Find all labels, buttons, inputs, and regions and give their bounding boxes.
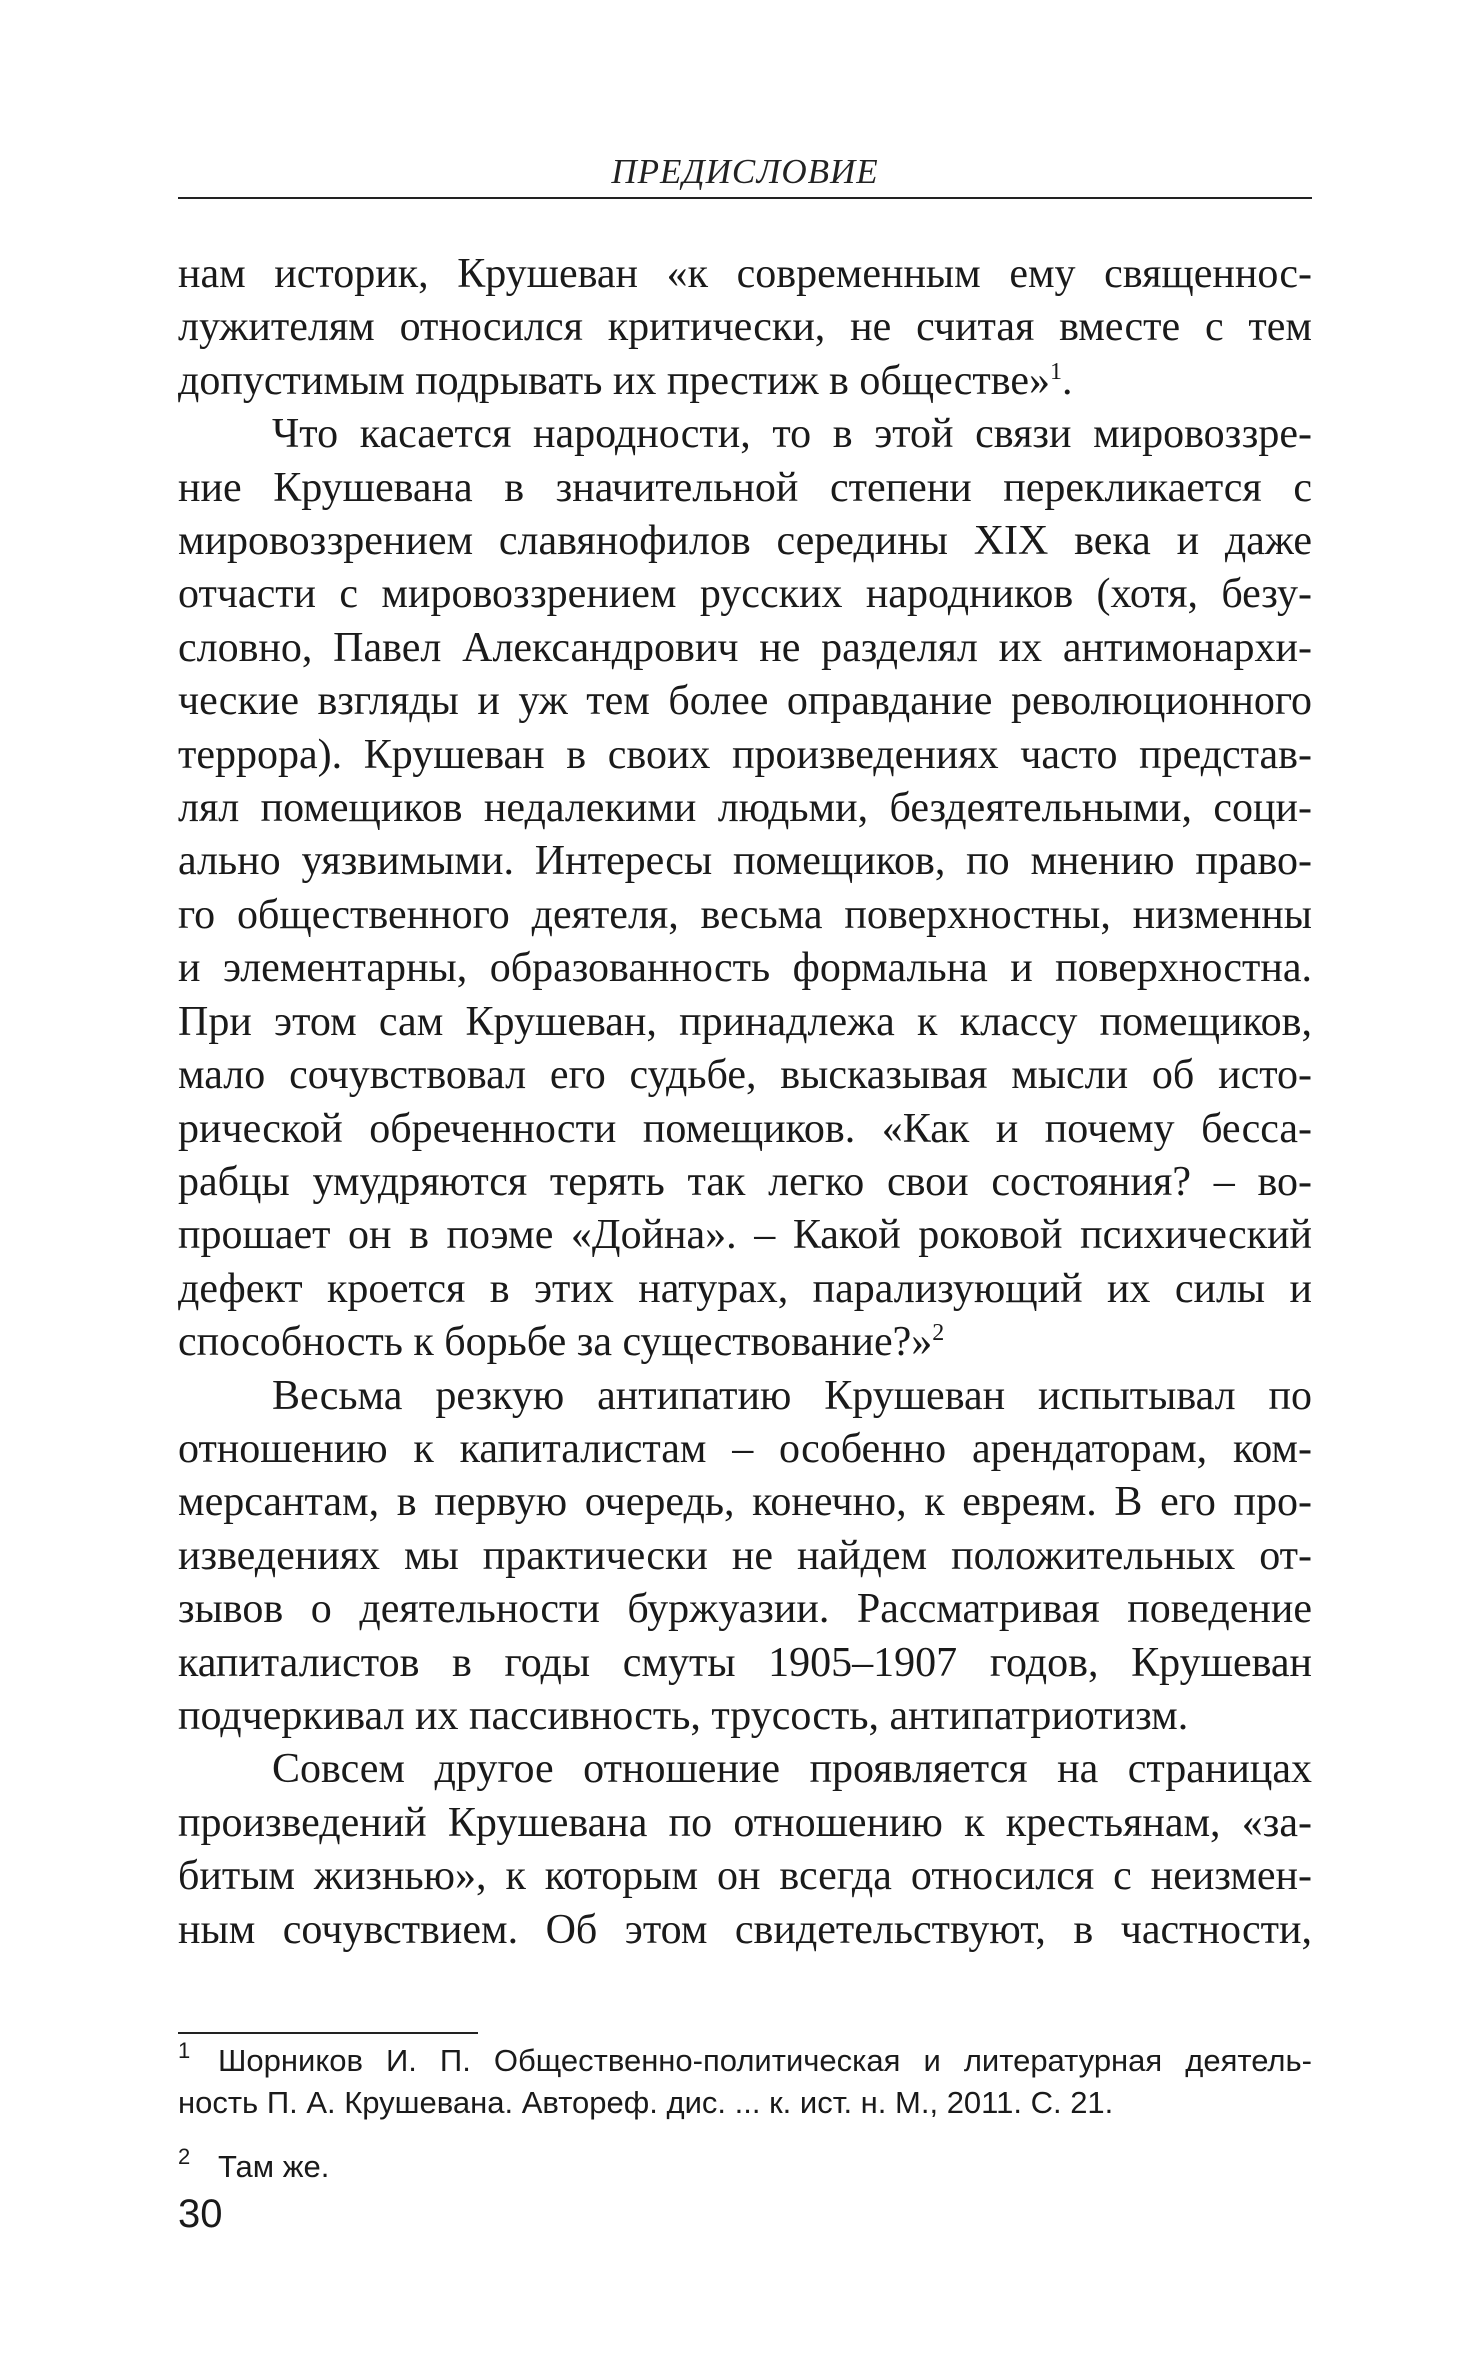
running-header: ПРЕДИСЛОВИЕ [611,152,879,191]
text-line: капиталистов в годы смуты 1905–1907 годов, Крушеван [178,1639,1312,1686]
text-line: лял помещиков недалекими людьми, бездеятельными, соци- [178,785,1312,832]
text-line: ние Крушевана в значительной степени перекликается с [178,464,1312,511]
text-line: мало сочувствовал его судьбе, высказывая мысли об исто- [178,1052,1312,1099]
text-line: террора). Крушеван в своих произведениях часто представ- [178,731,1312,778]
text-line: нам историк, Крушеван «к современным ему священнос- [178,251,1312,297]
page-number: 30 [178,2192,223,2236]
text-line: дефект кроется в этих натурах, парализующий их силы и [178,1265,1312,1312]
text-line: го общественного деятеля, весьма поверхностны, низменны [178,891,1312,938]
text-line: ально уязвимыми. Интересы помещиков, по мнению право- [178,838,1312,885]
text-line: лужителям относился критически, не считая вместе с тем [178,304,1312,351]
footnote-ref-1: 1 [1049,358,1062,385]
footnote-text: ность П. А. Крушевана. Автореф. дис. ... к. ист. н. М., 2011. С. 21. [178,2085,1114,2120]
text-line: Совсем другое отношение проявляется на страницах [272,1746,1312,1793]
main-text [178,248,1312,1957]
paragraph-3 [178,1370,1312,1744]
footnotes [178,2040,1312,2188]
footnote-number: 1 [178,2038,191,2063]
footnote-number: 2 [178,2144,191,2169]
text-line: словно, Павел Александрович не разделял их антимонархи- [178,624,1312,671]
footnote-text: Там же. [218,2149,330,2184]
paragraph-1 [178,248,1312,408]
text-line: мировоззрением славянофилов середины XIX века и даже [178,518,1312,565]
text-line: подчеркивал их пассивность, трусость, антипатриотизм. [178,1692,1189,1739]
text-line: произведений Крушевана по отношению к крестьянам, «за- [178,1799,1312,1846]
text-line: отчасти с мировоззрением русских народников (хотя, безу- [178,571,1312,618]
header-rule [178,197,1312,199]
footnote-rule [178,2032,478,2034]
text-line: зывов о деятельности буржуазии. Рассматривая поведение [178,1586,1312,1633]
paragraph-4 [178,1743,1312,1957]
text-line: ческие взгляды и уж тем более оправдание революционного [178,678,1312,725]
footnote-ref-2: 2 [932,1320,945,1347]
footnote-text: Шорников И. П. Общественно-политическая и литературная деятель- [218,2043,1312,2078]
text-line: Весьма резкую антипатию Крушеван испытывал по [272,1372,1312,1419]
footnote-1 [178,2040,1312,2124]
text-line: и элементарны, образованность формальна и поверхностна. [178,945,1312,992]
text-line: При этом сам Крушеван, принадлежа к классу помещиков, [178,998,1312,1045]
text-line: ным сочувствием. Об этом свидетельствуют, в частности, [178,1906,1312,1953]
text-line: прошает он в поэме «Дойна». – Какой роковой психический [178,1212,1312,1259]
footnote-2 [178,2146,1312,2188]
text-line: битым жизнью», к которым он всегда относился с неизмен- [178,1853,1312,1900]
text-line: Что касается народности, то в этой связи мировоззре- [272,411,1312,458]
text-line: способность к борьбе за существование?»$^2$ [178,1319,945,1366]
text-line: изведениях мы практически не найдем положительных от- [178,1532,1312,1579]
text-line: рической обреченности помещиков. «Как и почему бесса- [178,1105,1312,1152]
paragraph-2 [178,408,1312,1369]
text-line: отношению к капиталистам – особенно арендаторам, ком- [178,1425,1312,1472]
text-line: мерсантам, в первую очередь, конечно, к евреям. В его про- [178,1479,1312,1526]
text-line: рабцы умудряются терять так легко свои состояния? – во- [178,1158,1312,1205]
text-line: допустимым подрывать их престиж в обществе»$^1$. [178,357,1073,404]
